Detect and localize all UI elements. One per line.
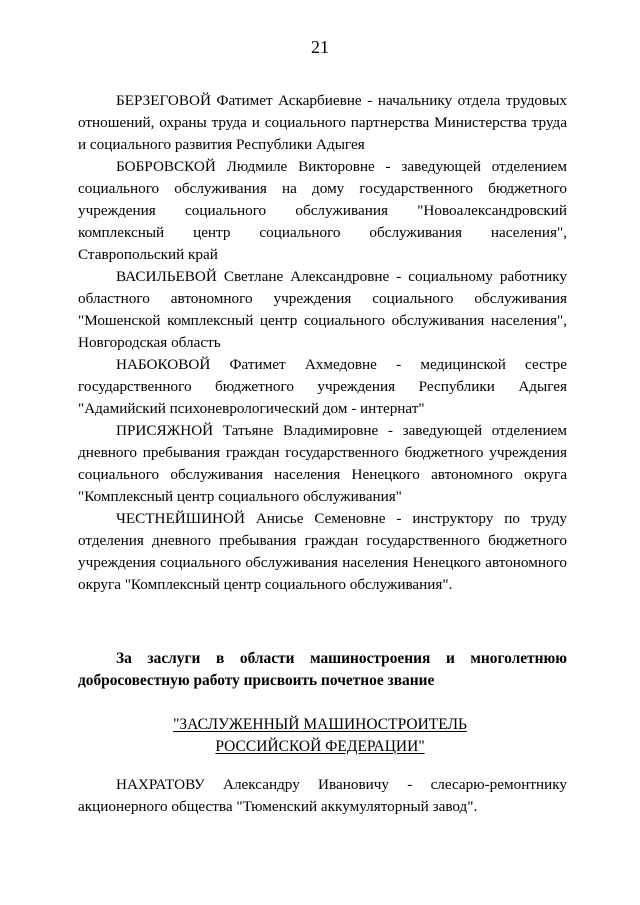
honorary-title-line (0, 736, 640, 758)
recipient-entry: ЧЕСТНЕЙШИНОЙ Анисье Семеновне - инструктору по труду отделения дневного пребывания граждан государственного бюджетного учреждения социального обслуживания населения Ненецкого автономного округа "Комплексный центр социального обслуживания". (78, 510, 567, 593)
award-recipient-entry: НАХРАТОВУ Александру Ивановичу - слесарю-ремонтнику акционерного общества "Тюменский аккумуляторный завод". (78, 776, 567, 815)
honorary-title-line-2: РОССИЙСКОЙ ФЕДЕРАЦИИ" (215, 738, 425, 755)
honorary-title-line-1: "ЗАСЛУЖЕННЫЙ МАШИНОСТРОИТЕЛЬ (173, 716, 467, 733)
recipient-entry: НАБОКОВОЙ Фатимет Ахмедовне - медицинской сестре государственного бюджетного учреждения Республики Адыгея "Адамийский психоневрологический дом - интернат" (78, 356, 567, 417)
honorary-title (0, 714, 640, 758)
honorary-title-line (0, 714, 640, 736)
recipient-entry: ПРИСЯЖНОЙ Татьяне Владимировне - заведующей отделением дневного пребывания граждан государственного бюджетного учреждения социального обслуживания населения Ненецкого автономного округа "Комплексный центр социального обслуживания" (78, 422, 567, 505)
recipient-entry: ВАСИЛЬЕВОЙ Светлане Александровне - социальному работнику областного автономного учреждения социального обслуживания "Мошенской комплексный центр социального обслуживания населения", Новгородская область (78, 268, 567, 351)
recipient-entry: БЕРЗЕГОВОЙ Фатимет Аскарбиевне - начальнику отдела трудовых отношений, охраны труда и социального партнерства Министерства труда и социального развития Республики Адыгея (78, 92, 567, 153)
decree-paragraph: За заслуги в области машиностроения и многолетнюю добросовестную работу присвоить почетное звание (78, 650, 567, 689)
award-recipients-list (78, 90, 567, 596)
recipient-entry: БОБРОВСКОЙ Людмиле Викторовне - заведующей отделением социального обслуживания на дому государственного бюджетного учреждения социального обслуживания "Новоалександровский комплексный центр социального обслуживания населения", Ставропольский край (78, 158, 567, 263)
page-number: 21 (311, 37, 329, 57)
